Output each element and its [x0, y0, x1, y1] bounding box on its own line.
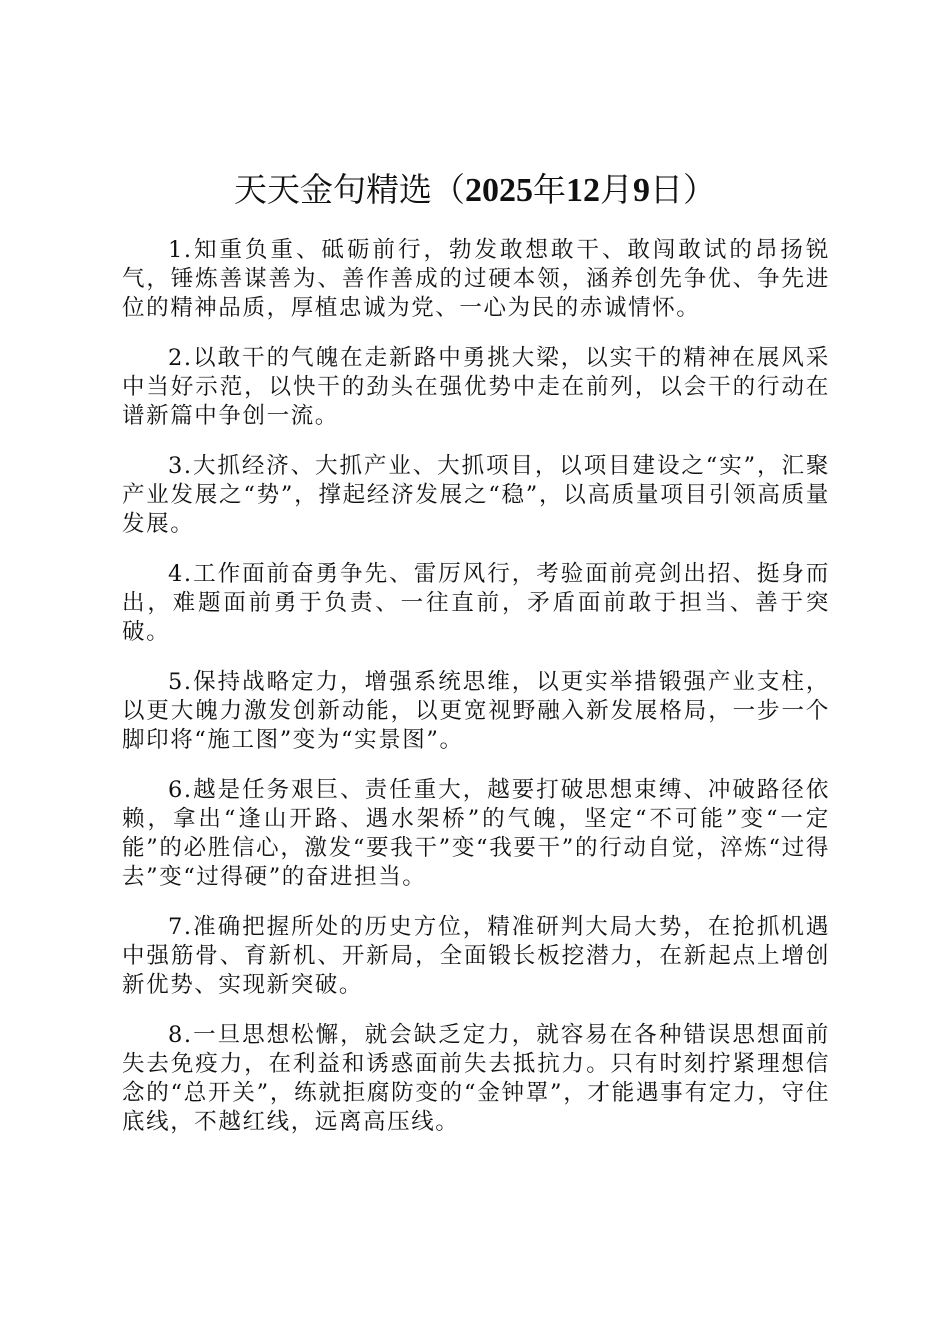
title-day: 9 [633, 172, 650, 209]
paragraph-6: 6.越是任务艰巨、责任重大，越要打破思想束缚、冲破路径依赖，拿出“逢山开路、遇水架桥”的气魄，坚定“不可能”变“一定能”的必胜信心，激发“要我干”变“我要干”的行动自觉，淬炼“过得去”变“过得硬”的奋进担当。 [122, 777, 830, 890]
title-year: 2025 [465, 172, 533, 209]
document-body [122, 236, 830, 1158]
title-month: 12 [566, 172, 600, 209]
paragraph-2: 2.以敢干的气魄在走新路中勇挑大梁，以实干的精神在展风采中当好示范，以快干的劲头在强优势中走在前列，以会干的行动在谱新篇中争创一流。 [122, 345, 830, 429]
paragraph-3: 3.大抓经济、大抓产业、大抓项目，以项目建设之“实”，汇聚产业发展之“势”，撑起经济发展之“稳”，以高质量项目引领高质量发展。 [122, 453, 830, 537]
title-year-char: 年 [533, 170, 566, 209]
paragraph-5: 5.保持战略定力，增强系统思维，以更实举措锻强产业支柱，以更大魄力激发创新动能，以更宽视野融入新发展格局，一步一个脚印将“施工图”变为“实景图”。 [122, 669, 830, 753]
paragraph-8: 8.一旦思想松懈，就会缺乏定力，就容易在各种错误思想面前失去免疫力，在利益和诱惑面前失去抵抗力。只有时刻拧紧理想信念的“总开关”，练就拒腐防变的“金钟罩”，才能遇事有定力，守住底线，不越红线，远离高压线。 [122, 1022, 830, 1135]
title-month-char: 月 [600, 170, 633, 209]
paragraph-4: 4.工作面前奋勇争先、雷厉风行，考验面前亮剑出招、挺身而出，难题面前勇于负责、一往直前，矛盾面前敢于担当、善于突破。 [122, 561, 830, 645]
title-suffix: 日） [650, 170, 716, 209]
paragraph-1: 1.知重负重、砥砺前行，勃发敢想敢干、敢闯敢试的昂扬锐气，锤炼善谋善为、善作善成的过硬本领，涵养创先争优、争先进位的精神品质，厚植忠诚为党、一心为民的赤诚情怀。 [122, 237, 830, 321]
paragraph-7: 7.准确把握所处的历史方位，精准研判大局大势，在抢抓机遇中强筋骨、育新机、开新局，全面锻长板挖潜力，在新起点上增创新优势、实现新突破。 [122, 914, 830, 998]
document-title [0, 168, 950, 213]
title-prefix: 天天金句精选（ [234, 170, 465, 209]
